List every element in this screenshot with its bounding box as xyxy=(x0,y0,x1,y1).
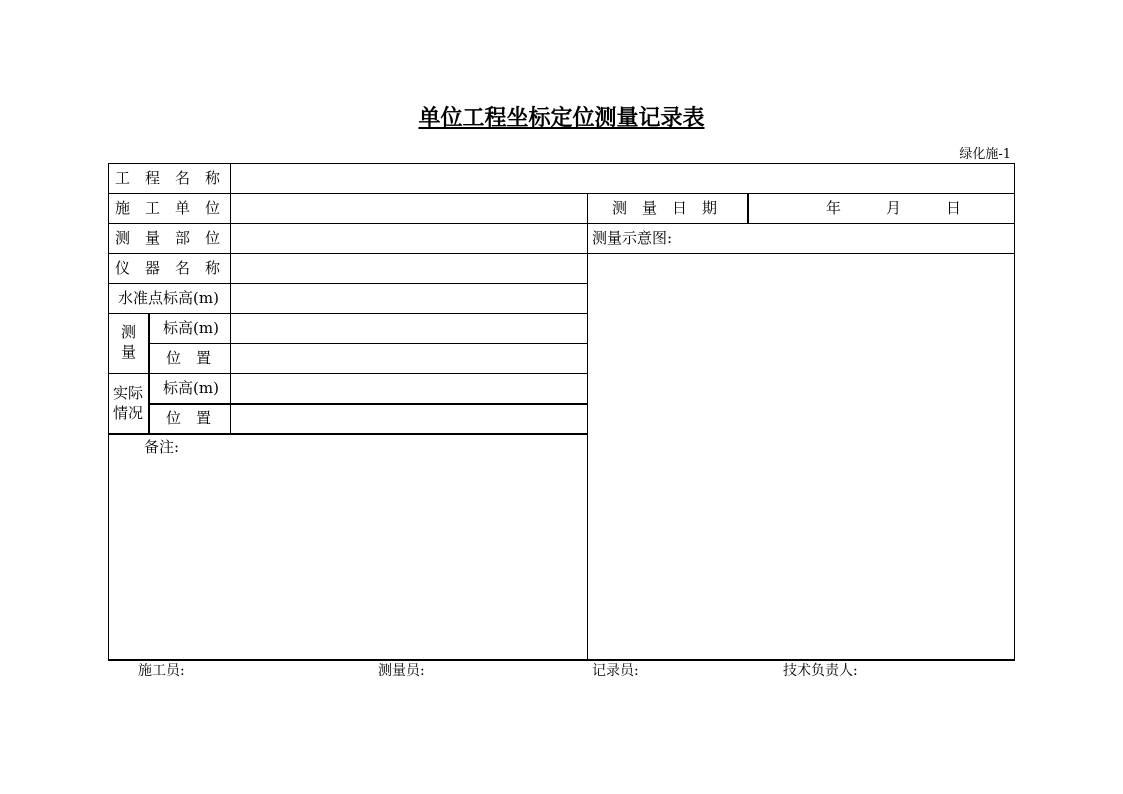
page-title: 单位工程坐标定位测量记录表 xyxy=(418,106,705,131)
row-divider xyxy=(108,433,588,435)
table-bottom-border xyxy=(108,659,1015,661)
actual-position-label: 位 置 xyxy=(166,409,212,427)
row-divider xyxy=(148,403,588,405)
row-divider xyxy=(108,253,1015,254)
survey-group-label-2: 量 xyxy=(121,343,137,361)
diagram-label: 测量示意图: xyxy=(592,229,673,247)
row-divider xyxy=(108,223,1015,224)
constructor-signature-label: 施工员: xyxy=(138,663,185,679)
survey-date-value: 年 月 日 xyxy=(826,199,962,217)
tech-lead-signature-label: 技术负责人: xyxy=(783,663,858,679)
row-divider xyxy=(148,343,588,344)
center-column-divider xyxy=(587,193,588,660)
instrument-name-label: 仪 器 名 称 xyxy=(115,259,221,277)
actual-elevation-label: 标高(m) xyxy=(163,379,219,397)
group-column-divider xyxy=(148,313,150,434)
survey-elevation-label: 标高(m) xyxy=(163,319,219,337)
label-column-divider xyxy=(230,163,231,434)
survey-position-label: 位 置 xyxy=(166,349,212,367)
remarks-label: 备注: xyxy=(144,438,180,456)
form-code: 绿化施-1 xyxy=(959,147,1011,162)
survey-date-label: 测 量 日 期 xyxy=(612,199,718,217)
recorder-signature-label: 记录员: xyxy=(592,663,639,679)
actual-group-label-2: 情况 xyxy=(113,404,144,422)
table-top-border xyxy=(108,163,1015,164)
construction-unit-label: 施 工 单 位 xyxy=(115,199,221,217)
project-name-label: 工 程 名 称 xyxy=(115,169,221,187)
table-right-border xyxy=(1014,163,1015,660)
survey-location-label: 测 量 部 位 xyxy=(115,229,221,247)
actual-group-label-1: 实际 xyxy=(113,384,144,402)
table-left-border xyxy=(108,163,109,660)
surveyor-signature-label: 测量员: xyxy=(378,663,425,679)
date-column-divider xyxy=(747,193,749,223)
survey-group-label-1: 测 xyxy=(121,323,137,341)
benchmark-elevation-label: 水准点标高(m) xyxy=(118,289,219,307)
